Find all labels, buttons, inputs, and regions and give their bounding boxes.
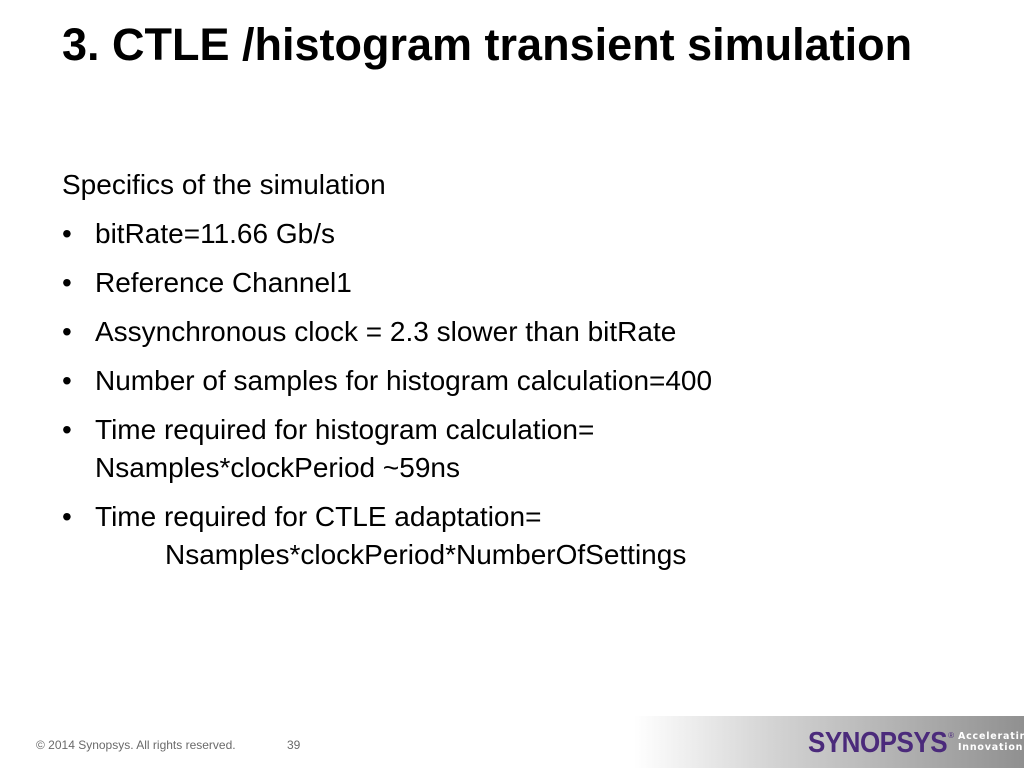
bullet-icon: •	[62, 501, 72, 532]
tagline-line-2: Innovation	[957, 742, 1024, 753]
bullet-text: Time required for histogram calculation=	[95, 414, 595, 445]
bullet-item	[62, 411, 962, 487]
bullet-item	[62, 264, 962, 302]
bullet-icon: •	[62, 316, 72, 347]
bullet-text: Reference Channel1	[95, 267, 352, 298]
bullet-list	[62, 215, 962, 574]
bullet-text: Number of samples for histogram calculation=400	[95, 365, 713, 396]
synopsys-logo	[808, 727, 1035, 757]
slide-body	[62, 166, 962, 585]
bullet-text: Assynchronous clock = 2.3 slower than bitRate	[95, 316, 677, 347]
slide-title: 3. CTLE /histogram transient simulation	[62, 19, 913, 70]
logo-wordmark: SYNOPSYS	[808, 725, 948, 759]
bullet-text-continuation: Nsamples*clockPeriod ~59ns	[95, 452, 460, 483]
bullet-text: Time required for CTLE adaptation=	[95, 501, 542, 532]
bullet-item	[62, 498, 962, 574]
bullet-item	[62, 313, 962, 351]
bullet-icon: •	[62, 218, 72, 249]
copyright-text: © 2014 Synopsys. All rights reserved.	[36, 738, 236, 752]
bullet-icon: •	[62, 414, 72, 445]
bullet-item	[62, 362, 962, 400]
bullet-text: bitRate=11.66 Gb/s	[95, 218, 335, 249]
bullet-icon: •	[62, 365, 72, 396]
bullet-icon: •	[62, 267, 72, 298]
logo-tagline	[958, 731, 1035, 753]
slide-footer	[0, 716, 1035, 768]
bullet-item	[62, 215, 962, 253]
intro-text: Specifics of the simulation	[62, 169, 386, 200]
registered-mark: ®	[948, 731, 954, 740]
page-number: 39	[287, 738, 301, 752]
bullet-text-continuation: Nsamples*clockPeriod*NumberOfSettings	[165, 539, 687, 570]
tagline-line-1: Accelerating	[957, 731, 1035, 742]
